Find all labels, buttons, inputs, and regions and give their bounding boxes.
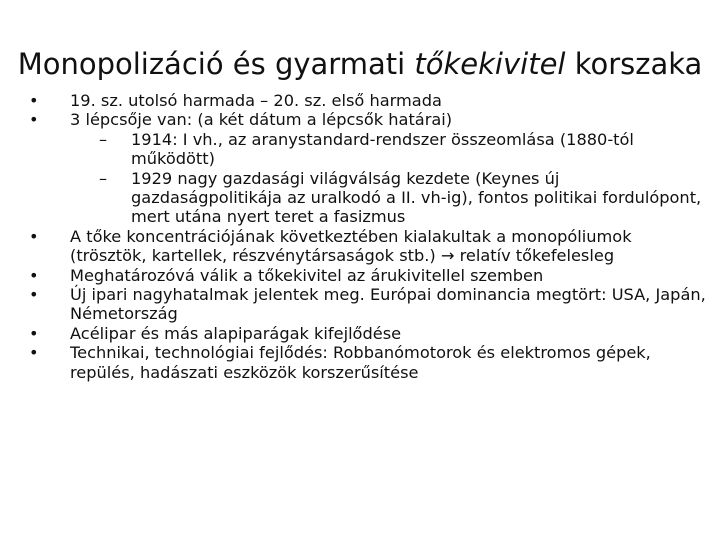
bullet-marker: • xyxy=(29,226,39,246)
bullet-text: 19. sz. utolsó harmada – 20. sz. első harmada xyxy=(70,91,442,110)
slide-title xyxy=(0,44,720,84)
sub-bullet-item xyxy=(28,130,708,169)
bullet-item xyxy=(28,324,708,343)
bullet-marker: • xyxy=(29,285,39,305)
bullet-marker: • xyxy=(29,323,39,343)
title-text-start: Monopolizáció és gyarmati xyxy=(17,47,415,81)
sub-bullet-text: 1929 nagy gazdasági világválság kezdete (Keynes új gazdaságpolitikája az uralkodó a II. vh-ig), fontos politikai fordulópont, mert utána nyert teret a fasizmus xyxy=(131,168,702,227)
bullet-text: Technikai, technológiai fejlődés: Robbanómotorok és elektromos gépek, repülés, hadászati eszközök korszerűsítése xyxy=(70,343,651,382)
bullet-text: Új ipari nagyhatalmak jelentek meg. Európai dominancia megtört: USA, Japán, Németország xyxy=(70,285,706,324)
bullet-item xyxy=(28,110,708,129)
dash-marker: – xyxy=(99,129,108,149)
bullet-text: Acélipar és más alapiparágak kifejlődése xyxy=(70,323,402,343)
bullet-item xyxy=(28,285,708,324)
bullet-marker: • xyxy=(29,91,39,110)
bullet-text: A tőke koncentrációjának következtében kialakultak a monopóliumok (trösztök, kartellek, részvénytársaságok stb.) → relatív tőkefelesleg xyxy=(70,226,632,266)
sub-bullet-text: 1914: I vh., az aranystandard-rendszer összeomlása (1880-tól működött) xyxy=(131,129,634,169)
bullet-text: Meghatározóvá válik a tőkekivitel az árukivitellel szemben xyxy=(70,265,544,285)
bullet-marker: • xyxy=(29,343,39,363)
title-text-end: korszaka xyxy=(565,47,703,81)
dash-marker: – xyxy=(99,168,108,188)
bullet-marker: • xyxy=(29,110,39,130)
bullet-marker: • xyxy=(29,265,39,285)
title-text-italic: tőkekivitel xyxy=(414,47,566,81)
bullet-item xyxy=(28,343,708,382)
bullet-item xyxy=(28,227,708,266)
bullet-item xyxy=(28,91,708,110)
bullet-list xyxy=(28,91,708,382)
bullet-item xyxy=(28,266,708,285)
sub-bullet-item xyxy=(28,169,708,227)
bullet-text: 3 lépcsője van: (a két dátum a lépcsők határai) xyxy=(70,110,453,130)
